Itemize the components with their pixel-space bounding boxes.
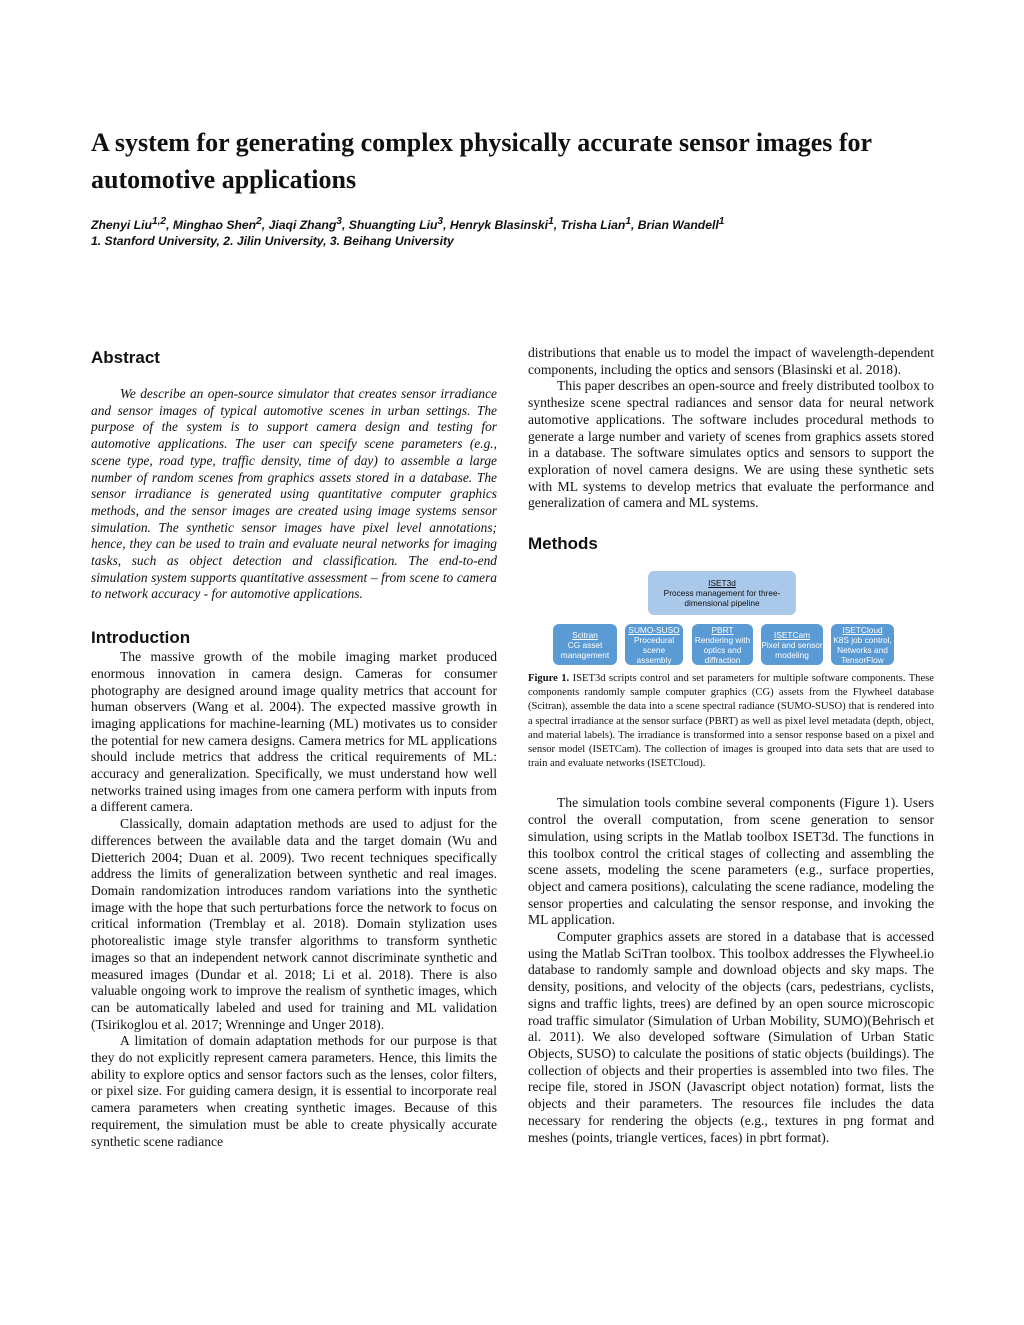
box-desc: Process management for three-dimensional pipeline bbox=[663, 588, 781, 609]
box-name: PBRT bbox=[711, 624, 734, 635]
intro-paragraph: The massive growth of the mobile imaging market produced enormous innovation in camera design. Cameras for consumer photography are designed around image quality metrics that account for human observers (Wang et al. 2004). The expected massive growth in imaging applications for machine-learning (ML) motivates us to consider the potential for new camera designs. Camera metrics for ML applications should include metrics that address the critical requirements of ML: accuracy and generalization. Specifically, we must understand how well networks trained using images from one camera perform with inputs from a different camera. bbox=[91, 649, 497, 815]
introduction-heading: Introduction bbox=[91, 628, 191, 648]
methods-heading: Methods bbox=[528, 534, 598, 554]
affiliations: 1. Stanford University, 2. Jilin University, 3. Beihang University bbox=[91, 234, 454, 248]
intro-paragraph: A limitation of domain adaptation methods for our purpose is that they do not explicitly represent camera parameters. Hence, this limits the ability to explore optics and sensor factors such as the lenses, color filters, or pixel size. For guiding camera design, it is essential to incorporate real camera parameters when creating synthetic images. Because of this requirement, the simulation must be able to create physically accurate synthetic scene radiance bbox=[91, 1033, 497, 1149]
abstract-heading: Abstract bbox=[91, 348, 160, 367]
box-desc: Pixel and sensor modeling bbox=[761, 639, 823, 660]
isetcloud-box bbox=[831, 624, 894, 665]
iset3d-box bbox=[648, 571, 796, 615]
box-name: ISET3d bbox=[708, 578, 736, 589]
box-desc: Rendering with optics and diffraction bbox=[694, 634, 751, 665]
paper-title: A system for generating complex physically accurate sensor images for automotive applications bbox=[91, 128, 872, 194]
caption-text: ISET3d scripts control and set parameters for multiple software components. These components randomly sample computer graphics (CG) assets from the Flywheel database (Scitran), assemble the data into a scene spectral radiance (SUMO-SUSO) that is rendered into a spectral irradiance at the sensor surface (PBRT) as well as pixel level metadata (depth, object, and material labels). The irradiance is transformed into a sensor response based on a pixel and sensor model (ISETCam). The collection of images is grouped into data sets that are used to train and evaluate networks (ISETCloud). bbox=[528, 673, 934, 770]
author: Trisha Lian$^1$ bbox=[560, 216, 631, 233]
box-desc: Procedural scene assembly bbox=[633, 634, 675, 665]
sumo-suso-box bbox=[625, 624, 683, 665]
figure-caption bbox=[528, 672, 934, 771]
author: Henryk Blasinski$^1$ bbox=[449, 216, 554, 233]
box-desc: CG asset management bbox=[560, 639, 610, 660]
box-name: ISETCam bbox=[774, 629, 810, 640]
abstract-text: We describe an open-source simulator that creates sensor irradiance and sensor images of typical automotive scenes in urban settings. The purpose of the system is to support camera design and testing for automotive applications. The user can specify scene parameters (e.g., scene type, road type, traffic density, time of day) to assemble a large number of random scenes from graphics assets stored in a database. The sensor irradiance is generated using quantitative computer graphics methods, and the sensor images are created using image systems sensor simulation. The synthetic sensor images have pixel level annotations; hence, they can be used to train and evaluate neural networks for imaging tasks, such as object detection and classification. The end-to-end simulation system supports quantitative assessment – from scene to camera to network accuracy - for automotive applications. bbox=[91, 386, 497, 602]
author: Brian Wandell$^1$ bbox=[637, 216, 725, 233]
pipeline-diagram bbox=[528, 571, 934, 665]
author: Minghao Shen$^2$ bbox=[172, 216, 262, 233]
isetcam-box bbox=[761, 624, 823, 665]
methods-paragraph: Computer graphics assets are stored in a database that is accessed using the Matlab SciTran toolbox. This toolbox addresses the Flywheel.io database to randomly sample and download objects and sky maps. The density, positions, and velocity of the objects (cars, pedestrians, cyclists, signs and traffic lights, trees) are defined by an open source microscopic road traffic simulator (Simulation of Urban Mobility, SUMO)(Behrisch et al. 2011). We also developed software (Simulation of Urban Static Objects, SUSO) to calculate the positions of static objects (buildings). The collection of objects and their properties is assembled into two files. The recipe file, stored in JSON (Javascript object notation) format, lists the objects and their parameters. The resources file includes the data necessary for rendering the objects (e.g., textures in png format and meshes (points, triangle vertices, faces) in pbrt format). bbox=[528, 929, 934, 1145]
methods-paragraph: The simulation tools combine several components (Figure 1). Users control the overall computation, from scene generation to sensor simulation, using scripts in the Matlab toolbox ISET3d. The functions in this toolbox control the critical stages of collecting and assembling the scene assets, modeling the scene parameters (e.g., surface properties, object and camera positions), calculating the scene radiance, modeling the sensor properties and calculating the sensor response, and invoking the ML application. bbox=[528, 795, 934, 928]
left-column bbox=[91, 345, 497, 1150]
box-desc: K8S job control, Networks and TensorFlow bbox=[833, 634, 892, 665]
paper-overview-paragraph: This paper describes an open-source and freely distributed toolbox to synthesize scene spectral radiances and sensor data for neural network automotive applications. The software includes procedural methods to generate a large number and variety of scenes from graphics assets stored in a database. The software simulates optics and sensors to support the exploration of novel camera designs. We are using these synthetic sets with ML systems to develop metrics that evaluate the performance and generalization of camera and ML systems. bbox=[528, 378, 934, 511]
box-name: Scitran bbox=[572, 629, 598, 640]
caption-label: Figure 1. bbox=[528, 673, 570, 685]
pbrt-box bbox=[692, 624, 753, 665]
box-name: SUMO-SUSO bbox=[628, 624, 680, 635]
scitran-box bbox=[553, 624, 617, 665]
continued-paragraph: distributions that enable us to model the impact of wavelength-dependent components, including the optics and sensors (Blasinski et al. 2018). bbox=[528, 345, 934, 377]
author-list: Zhenyi Liu$^{1,2}$, Minghao Shen$^2$, Jiaqi Zhang$^3$, Shuangting Liu$^3$, Henryk Blasinski$^1$, Trisha Lian$^1$, Brian Wandell$^1$ bbox=[91, 216, 725, 233]
author: Shuangting Liu$^3$ bbox=[348, 216, 444, 233]
right-column bbox=[528, 345, 934, 1146]
author: Jiaqi Zhang$^3$ bbox=[268, 216, 342, 233]
author: Zhenyi Liu$^{1,2}$ bbox=[91, 216, 167, 233]
intro-paragraph: Classically, domain adaptation methods are used to adjust for the differences between the available data and the target domain (Wu and Dietterich 2004; Duan et al. 2009). Two recent techniques specifically address the limits of generalization between synthetic and real images. Domain randomization introduces random variations into the synthetic image with the hope that such perturbations force the network to focus on critical information (Tremblay et al. 2018). Domain stylization uses photorealistic image style transfer algorithms to transform synthetic images so that an independent network cannot discriminate synthetic and measured images (Dundar et al. 2018; Li et al. 2018). There is also valuable ongoing work to improve the realism of synthetic images, which can be automatically labeled and used for training and ML validation (Tsirikoglou et al. 2017; Wrenninge and Unger 2018). bbox=[91, 816, 497, 1032]
box-name: ISETCloud bbox=[842, 624, 883, 635]
